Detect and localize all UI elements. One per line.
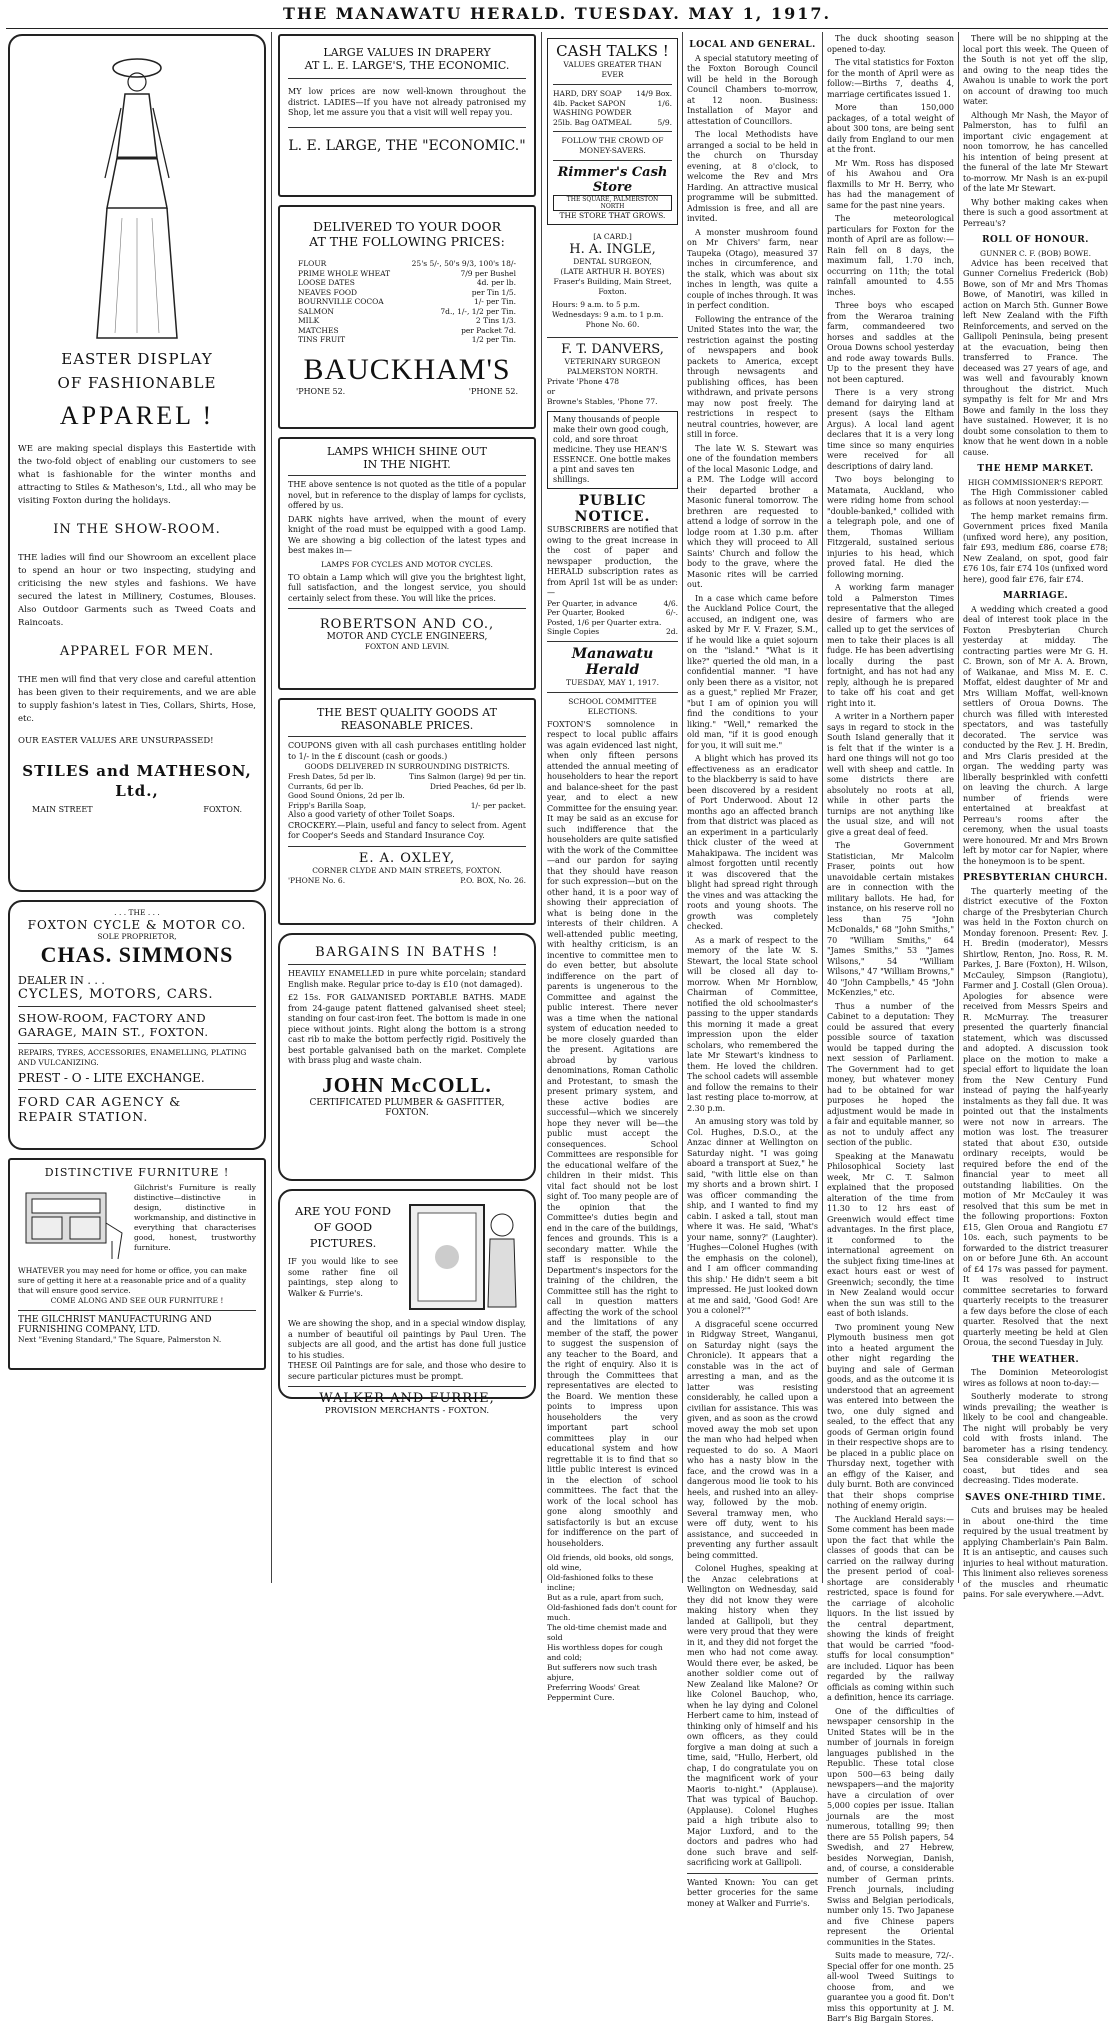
ingle-address: Fraser's Building, Main Street, bbox=[553, 277, 672, 286]
hc-report-heading: HIGH COMMISSIONER'S REPORT. bbox=[967, 477, 1104, 487]
pain-balm-text: Cuts and bruises may be healed in about one-third the time required by the usual treatment by applying Chamberlain's Pain Balm. It is an antiseptic, and causes such injuries to heal without maturation. This liniment also relieves soreness of the muscles and rheumatic pains. For sale everywhere.—Advt. bbox=[963, 1506, 1108, 1599]
bauck-price-row bbox=[298, 326, 516, 336]
lady-figure-image bbox=[77, 48, 197, 348]
rate-posted: Posted, 1/6 per Quarter extra. bbox=[547, 617, 662, 627]
news-paragraph: A writer in a Northern paper says in regard to stock in the South Island generally that it is felt that if the winter is a hard one things will not go too well with sheep and cattle. In some districts there are absolutely no roots at all, while in other parts the turnips are not anything like the usual size, and will not give a great deal of feed. bbox=[827, 712, 954, 837]
danvers-or: or bbox=[547, 387, 556, 396]
poem-line: But as a rule, apart from such, bbox=[547, 1593, 664, 1602]
robertson-address: FOXTON AND LEVIN. bbox=[364, 642, 450, 651]
bauck-price-row-value: 7/9 per Bushel bbox=[460, 268, 516, 278]
cycle-the: . . . THE . . . bbox=[114, 908, 160, 917]
danvers-card bbox=[547, 342, 678, 407]
oxley-price-list bbox=[288, 772, 526, 810]
bauckhams-ad bbox=[278, 205, 536, 429]
news-paragraph: Two boys belonging to Matamata, Auckland, who were riding home from school "double-banked," collided with a telegraph pole, and one of them, Thomas William Fitzgerald, sustained serious injuries to his head, which proved fatal. He died the following morning. bbox=[827, 475, 954, 579]
poem-line: But sufferers now such trash abjure, bbox=[547, 1663, 658, 1682]
shipping-news bbox=[963, 34, 1108, 229]
news-paragraph: A monster mushroom found on Mr Chivers' farm, near Taupeka (Otago), measured 37 inches in circumference, and the stalk, which was about six inches in length, was quite a couple of inches through. It was in perfect condition. bbox=[687, 227, 818, 310]
showroom-text: THE ladies will find our Showroom an excellent place to spend an hour or two inspecting, studying and criticising the new styles and fashions. We have secured the latest in Millinery, Costumes, Blouses. Also Outdoor Garments such as Tweed Coats and Raincoats. bbox=[18, 553, 256, 628]
news-paragraph: Suits made to measure, 72/-. Special offer for one month. 25 all-wool Tweed Suitings to choose from, and we guarantee you a good fit. Don't miss this opportunity at J. M. Barr's Big Bargain Stores. bbox=[827, 1951, 954, 2023]
oxley-price-row bbox=[288, 782, 526, 792]
walker-sub: PROVISION MERCHANTS - FOXTON. bbox=[324, 1406, 490, 1416]
column-1 bbox=[8, 34, 266, 1583]
furniture-text: WHATEVER you may need for home or office, you can make sure of getting it here at a reasonable price and of a quality that will ensure good service. bbox=[18, 1266, 247, 1295]
rate-quarter-advance-label: Per Quarter, in advance bbox=[547, 598, 638, 608]
column-divider bbox=[682, 32, 683, 1583]
cash-price-row-value: 14/9 Box. bbox=[636, 89, 672, 98]
poem-line: Old-fashioned folks to these incline; bbox=[547, 1573, 654, 1592]
danvers-title: VETERINARY SURGEON bbox=[564, 357, 661, 366]
presbyterian-heading: PRESBYTERIAN CHURCH. bbox=[963, 873, 1108, 883]
bauck-price-row-label: MILK bbox=[298, 316, 320, 325]
oxley-delivered: GOODS DELIVERED IN SURROUNDING DISTRICTS. bbox=[304, 762, 510, 771]
lamps-text-4: TO obtain a Lamp which will give you the brightest light, full satisfaction, and the longest service, you should certainly select from these. You will like the prices. bbox=[288, 572, 526, 603]
mccoll-address: FOXTON. bbox=[385, 1107, 429, 1118]
masthead-rule bbox=[6, 28, 1108, 29]
cycle-showroom-2: GARAGE, MAIN ST., FOXTON. bbox=[18, 1025, 209, 1039]
easter-apparel-heading: APPAREL ! bbox=[59, 401, 215, 430]
bauck-price-row bbox=[298, 278, 516, 288]
bauck-price-row-value: 1/- per Tin. bbox=[473, 297, 516, 306]
cash-price-list bbox=[553, 89, 672, 127]
danvers-town: PALMERSTON NORTH. bbox=[567, 367, 658, 376]
fashion-illustration bbox=[18, 42, 256, 347]
news-paragraph: A disgraceful scene occurred in Ridgway Street, Wanganui, on Saturday night (says the Chronicle). It appears that a constable was in the act of arresting a man, and as the latter was resisting considerably, he called upon a civilian for assistance. This was given, and as soon as the crowd moved away the mob set upon the man who had helped when requested to do so. A Maori who has a nasty blow in the face, and the crowd was in a dangerous mood lie took to his heels, and rushed into an alley-way, followed by the mob. Several tramway men, who were off duty, went to his assistance, and succeeded in preventing any further assault being committed. bbox=[687, 1319, 818, 1560]
bauck-price-row-value: 2 Tins 1/3. bbox=[475, 316, 516, 325]
masthead: THE MANAWATU HERALD. TUESDAY. MAY 1, 1917. bbox=[282, 4, 832, 23]
news-paragraph: More than 150,000 packages, of a total weight of about 300 tons, are being sent daily from England to our men at the front. bbox=[827, 103, 954, 154]
cycle-dealer-label: DEALER IN . . . bbox=[18, 974, 105, 987]
easter-line-2: OF FASHIONABLE bbox=[57, 374, 217, 392]
bauck-price-row bbox=[298, 335, 516, 345]
lamps-headline-2: IN THE NIGHT. bbox=[363, 458, 451, 471]
baths-galvanised: £2 15s. FOR GALVANISED PORTABLE BATHS. MADE from 24-gauge patent flattened galvanised sheet steel; standing on four cast-iron feet. The bottom is made in one piece without joints. Right along the bottom is a strong cast rib to make the bottom perfectly rigid. Positively the best portable galvanised bath on the market. Complete with brass plug and waste chain. bbox=[288, 993, 526, 1065]
news-paragraph: There is a very strong demand for dairying land at present (says the Eltham Argus). A local land agent declares that it is a very long time since so many enquiries were received for all descriptions of dairy land. bbox=[827, 388, 954, 471]
herald-nameplate: Manawatu Herald bbox=[571, 645, 654, 678]
oxley-firm: E. A. OXLEY, bbox=[358, 850, 456, 866]
weather-text: Southerly moderate to strong winds prevailing; the weather is likely to be cool and changeable. The night will probably be very cold with frosts inland. The barometer has a rising tendency. Sea considerable swell on the coast, but tides and sea decreasing. Tides moderate. bbox=[963, 1392, 1108, 1485]
poem-line: Preferring Woods' Great Peppermint Cure. bbox=[547, 1683, 640, 1702]
poem-line: The old-time chemist made and sold bbox=[547, 1623, 667, 1642]
cycle-ford-2: REPAIR STATION. bbox=[18, 1109, 149, 1124]
stiles-address-street: MAIN STREET bbox=[32, 804, 93, 814]
oxley-price-row-value: 1/- per packet. bbox=[470, 800, 526, 810]
bauck-headline-2: AT THE FOLLOWING PRICES: bbox=[309, 234, 505, 249]
presbyterian-text: The quarterly meeting of the district executive of the Foxton charge of the Presbyterian Church was held in the Foxton church on Monday forenoon. Present: Rev. J. H. Bredin (moderator), Messrs Shirtlow, Renton, Jno. Ross, R. M. Parkes, J. Bare (Foxton), H. Wilson, McCauley, Simpson (Rangiotu), Farmer and J. Costall (Glen Oroua). Apologies for absence were received from Messrs Speirs and R. McMurray. The treasurer presented the quarterly financial statement, which was discussed and adopted. A discussion took place on the motion to make a special effort to liquidate the loan from the New Century Fund instead of paying the half-yearly instalments as they fall due. It was pointed out that the instalments were not now in arrears. The motion was lost. The treasurer stated that about £30, outside ordinary receipts, would be required before the end of the financial year to meet all outstanding liabilities. On the motion of Mr McCauley it was resolved that this sum be met in the following proportions: Foxton £15, Glen Oroua and Rangiotu £7 10s. each, such payments to be forwarded to the district treasurer on or before June 6th. An account of £4 17s was passed for payment. It was resolved to instruct committee secretaries to forward quarterly receipts to the treasurer a few days before the close of each quarter. Resolved that the next quarterly meeting be held at Glen Oroua, the second Tuesday in July. bbox=[963, 886, 1108, 1347]
cash-price-row-label: 25lb. Bag OATMEAL bbox=[553, 117, 632, 127]
news-paragraph: A blight which has proved its effectiveness as an eradicator to the blackberry is said to have been discovered by a resident of Port Underwood. About 12 months ago an affected branch from that district was placed as an experiment in a particularly thick cluster of the weed at Mahakipawa. The incident was almost forgotten until recently it was discovered that the blight had spread right through the vines and was attacking the roots and young shoots. The growth was completely checked. bbox=[687, 754, 818, 931]
danvers-name: F. T. DANVERS, bbox=[561, 342, 664, 357]
bauck-price-row-label: NEAVES FOOD bbox=[298, 287, 358, 297]
painting-image bbox=[404, 1197, 524, 1317]
robertson-lamps-ad bbox=[278, 437, 536, 690]
public-notice-title: PUBLIC NOTICE. bbox=[574, 493, 651, 525]
cash-follow: FOLLOW THE CROWD OF MONEY-SAVERS. bbox=[561, 136, 664, 155]
large-text: MY low prices are now well-known throughout the district. LADIES—If you have not already patronised my Shop, let me assure you that a visit will well repay you. bbox=[288, 87, 526, 117]
news-paragraph: Three boys who escaped from the Weraroa training farm, commandeered two horses and saddles at the Oroua Downs school yesterday and rode away towards Bulls. Up to the present they have not been captured. bbox=[827, 301, 954, 384]
news-paragraph: An amusing story was told by Col. Hughes, D.S.O., at the Anzac dinner at Wellington on Saturday night. "I was going aboard a transport at Suez," he said, "with little else on than my shorts and a brown shirt. I was officer commanding the ship, and I wanted to find my cabin. I asked a tall, stout man where it was. He said, 'What's your name, sonny?' (Laughter). 'Hughes—Colonel Hughes (with the emphasis on the colonel), and I am officer commanding this ship.' He didn't seem a bit impressed. He just looked down at me and said, 'Good God! Are you a colonel?'" bbox=[687, 1117, 818, 1315]
poem-line: Old friends, old books, old songs, old wine, bbox=[547, 1553, 674, 1572]
bauck-price-row bbox=[298, 297, 516, 307]
cycle-dealer-items: CYCLES, MOTORS, CARS. bbox=[18, 987, 214, 1002]
heans-ad: Many thousands of people make their own good cough, cold, and sore throat medicine. They use HEAN'S ESSENCE. One bottle makes a pint and saves ten shillings. bbox=[547, 411, 678, 489]
news-items-body bbox=[827, 34, 954, 2025]
easter-values: OUR EASTER VALUES ARE UNSURPASSED! bbox=[18, 736, 214, 746]
oxley-phone: 'PHONE No. 6. bbox=[288, 875, 346, 885]
news-paragraph: In a case which came before the Auckland Police Court, the accused, an indigent one, was asked by Mr F. V. Frazer, S.M., if he would like a quiet sojourn on the "island." "What is it like?" queried the old man, in a confidential manner. "I have only been there as a visitor, not as a guest," replied Mr Frazer, "but I am of opinion you will find the conditions to your liking." "Well," remarked the old man, "if it is good enough for you, it will suit me." bbox=[687, 593, 818, 750]
stiles-matheson-firm: STILES and MATHESON, Ltd., bbox=[22, 761, 252, 800]
rate-single-label: Single Copies bbox=[547, 627, 600, 636]
gilchrist-address: Next "Evening Standard," The Square, Palmerston N. bbox=[18, 1335, 222, 1344]
mccoll-baths-ad bbox=[278, 933, 536, 1181]
oxley-headline-1: THE BEST QUALITY GOODS AT bbox=[317, 706, 497, 719]
oxley-price-row bbox=[288, 801, 526, 811]
news-paragraph: Although Mr Nash, the Mayor of Palmerston, has to fulfil an important civic engagement at noon tomorrow, he has cancelled his intention of being present at the funeral of the late Mr Stewart to-morrow. Mr Nash is an ex-pupil of the late Mr Stewart. bbox=[963, 110, 1108, 193]
news-paragraph: The vital statistics for Foxton for the month of April were as follow:—Births 7, deaths 4, marriage certificates issued 1. bbox=[827, 58, 954, 99]
danvers-stables: Browne's Stables, 'Phone 77. bbox=[547, 397, 658, 406]
cycle-company: FOXTON CYCLE & MOTOR CO. bbox=[27, 918, 247, 932]
cash-price-row-label: 4lb. Packet SAPON WASHING POWDER bbox=[553, 98, 632, 117]
oxley-soaps: Also a good variety of other Toilet Soaps. bbox=[288, 810, 455, 819]
gunner-bowe: GUNNER C. F. (BOB) BOWE. bbox=[980, 248, 1091, 258]
oxley-price-row bbox=[288, 791, 526, 801]
bauck-price-row-label: PRIME WHOLE WHEAT bbox=[298, 268, 391, 278]
bauck-headline-1: DELIVERED TO YOUR DOOR bbox=[313, 219, 501, 234]
oxley-price-row-label: Fripp's Barilla Soap, bbox=[288, 800, 367, 810]
oxley-price-row-value: Tins Salmon (large) 9d per tin. bbox=[408, 772, 526, 781]
bauck-price-row bbox=[298, 259, 516, 269]
woods-poem bbox=[547, 1553, 678, 1703]
oxley-headline-2: REASONABLE PRICES. bbox=[340, 719, 474, 732]
column-divider bbox=[271, 32, 272, 1583]
stiles-address-town: FOXTON. bbox=[203, 804, 242, 814]
news-paragraph: The duck shooting season opened to-day. bbox=[827, 34, 954, 54]
gilchrist-firm: THE GILCHRIST MANUFACTURING AND FURNISHING COMPANY, LTD. bbox=[18, 1315, 212, 1335]
bauck-price-row-label: LOOSE DATES bbox=[298, 278, 355, 287]
pictures-headline: ARE YOU FOND OF GOOD PICTURES. bbox=[294, 1204, 392, 1250]
rate-quarter-booked: 6/-. bbox=[665, 608, 678, 617]
saves-time-heading: SAVES ONE-THIRD TIME. bbox=[965, 1492, 1106, 1503]
oxley-address: CORNER CLYDE AND MAIN STREETS, FOXTON. bbox=[312, 865, 502, 875]
poem-line: His worthless dopes for cough and cold; bbox=[547, 1643, 663, 1662]
bauck-price-row-value: per Packet 7d. bbox=[461, 325, 516, 335]
hemp-prices: The hemp market remains firm. Government prices fixed Manila (unfixed word here), any position, fair £93, medium £86, coarse £78; New Zealand, on spot, good fair £76 10s, fair £74 10s (unfixed word here), good fair £76, fair £74. bbox=[963, 511, 1108, 584]
pictures-text-3: THESE Oil Paintings are for sale, and those who desire to secure particular pictures must be prompt. bbox=[288, 1361, 526, 1381]
rimmers-ad bbox=[547, 38, 678, 225]
news-paragraph: The meteorological particulars for Foxton for the month of April are as follow:—Rain fell on 8 days, the maximum fall, 1.70 inch, occurring on 11th; the total rainfall amounted to 4.55 inches. bbox=[827, 214, 954, 297]
rimmers-tagline: THE STORE THAT GROWS. bbox=[559, 211, 666, 220]
column-2 bbox=[278, 34, 536, 1583]
marriage-text: A wedding which created a good deal of interest took place in the Foxton Presbyterian Church yesterday at midday. The contracting parties were Mr G. H. C. Brown, son of Mr A. A. Brown, of Waikanae, and Miss M. E. C. Moffat, eldest daughter of Mr and Mrs William Moffat, well-known settlers of Oroua Downs. The church was filled with interested spectators, and was tastefully decorated. The service was conducted by the Rev. J. H. Bredin, and Mrs Claris presided at the organ. The wedding party was liberally besprinkled with confetti on leaving the church. A large number of friends were entertained at breakfast at Perreau's rooms after the ceremony, when the usual toasts were honoured. Mr and Mrs Brown left by motor car for Napier, where the honeymoon is to be spent. bbox=[963, 604, 1108, 866]
mccoll-firm: JOHN McCOLL. bbox=[322, 1072, 492, 1097]
mccoll-sub: CERTIFICATED PLUMBER & GASFITTER, bbox=[309, 1097, 505, 1108]
lamps-text-2: DARK nights have arrived, when the mount of every knight of the road must be equipped with a good Lamp. We are showing a big collection of the latest types and best makes in— bbox=[288, 514, 526, 555]
poem-line: Old-fashioned fads don't count for much. bbox=[547, 1603, 677, 1622]
stiles-matheson-ad bbox=[8, 34, 266, 892]
bauck-price-row bbox=[298, 288, 516, 298]
baths-enamel: HEAVILY ENAMELLED in pure white porcelain; standard English make. Regular price to-day is £10 (not damaged). bbox=[288, 969, 526, 989]
news-paragraph: The Auckland Herald says:—Some comment has been made upon the fact that while the classes of goods that can be carried on the railway during the present period of coal-shortage are considerably restricted, space is found for the carriage of alcoholic liquors. In the list issued by the central department, showing the kinds of freight that would be carried "food-stuffs for local consumption" are included. Liquor has been regarded by the railway officials as coming within such a definition, hence its carriage. bbox=[827, 1514, 954, 1702]
furniture-come-along: COME ALONG AND SEE OUR FURNITURE ! bbox=[50, 1296, 224, 1305]
bauck-price-row-label: SALMON bbox=[298, 306, 334, 316]
cycle-ford-1: FORD CAR AGENCY & bbox=[18, 1094, 182, 1109]
cycle-owner: CHAS. SIMMONS bbox=[40, 942, 234, 967]
cash-talks-sub: VALUES GREATER THAN EVER bbox=[563, 60, 662, 79]
apparel-men-heading: APPAREL FOR MEN. bbox=[59, 644, 215, 659]
column-divider bbox=[958, 32, 959, 1583]
foxton-cycle-ad bbox=[8, 900, 266, 1150]
news-paragraph: The Government Statistician, Mr Malcolm Fraser, points out how unavoidable certain mistakes are in connection with the military ballots. He had, for instance, on his reserve roll no less than 75 "John McDonalds," 68 "John Smiths," 70 "William Smiths," 64 "James Smiths," 53 "James Wilsons," 54 "William Wilsons," 47 "William Browns," 40 "John Campbells," 45 "John McKenzies," etc. bbox=[827, 841, 954, 997]
news-paragraph: Thus a number of the Cabinet to a deputation: They could be assured that every possible source of taxation would be tapped during the next session of Parliament. The Government had to get money, but whatever money had to be obtained for war purposes he hoped the adjustment would be made in a fair and equitable manner, so as not to unduly affect any section of the public. bbox=[827, 1001, 954, 1147]
large-firm: L. E. LARGE, THE "ECONOMIC." bbox=[288, 137, 526, 154]
easter-line-1: EASTER DISPLAY bbox=[61, 350, 213, 368]
oxley-price-row-label: Good Sound Onions, 2d per lb. bbox=[288, 791, 405, 800]
column-divider bbox=[541, 32, 542, 1583]
bauck-price-row-value: 1/2 per Tin. bbox=[471, 335, 516, 344]
ingle-title: DENTAL SURGEON, bbox=[573, 257, 652, 266]
column-5 bbox=[827, 34, 954, 2023]
news-paragraph: The late W. S. Stewart was one of the foundation members of the local Masonic Lodge, and a P.M. The Lodge will accord their departed brother a Masonic funeral tomorrow. The brethren are requested to attend a lodge of sorrow in the lodge room at 1.30 p.m. after which they will proceed to All Saints' Church and follow the body to the grave, where the Masonic rites will be carried out. bbox=[687, 443, 818, 589]
school-elections-text: FOXTON'S somnolence in respect to local public affairs was again evidenced last night, when only fifteen persons attended the annual meeting of householders to hear the report and balance-sheet for the past year, and to elect a new Committee for the ensuing year. It may be said as an excuse for such indifference that the householders are quite satisfied with the work of the Committee—and our pardon for saying that they should have reason for such expression—but on the other hand, it is a poor way of showing their appreciation of what is being done in the interests of their children. A well-attended public meeting, with healthy criticism, is an incentive to committee men to do even better, but absolute indifference on the part of parents is ungenerous to the Committee and against the public interest. There never was a time when the national system of education needed to be more closely guarded than the present. Agitations are abroad by various denominations, Roman Catholic and Protestant, to smash the present primary system, and these active bodies are successful—which we sincerely hope they never will be—the public must accept the consequences. School Committees are responsible for the educational welfare of the children in their midst. This vital fact should not be lost sight of. Too many people are of the opinion that the Committee's duties begin and end in the care of the buildings, fences and grounds. This is a secondary matter. While the staff is responsible to the Department's inspectors for the training of the children, the Committee still has the right to call in question matters affecting the work of the school and the limitations of any member of the staff, the power to suggest the suspension of any teacher to the Board, and the right of enquiry. Also it is through the Committees that representatives are elected to the Board. We mention these points to impress upon householders the very important part school committees play in our educational system and how regrettable it is to find that so little public interest is evinced in the election of school committees. The fact that the work of the local school has gone along smoothly and satisfactorily is but an excuse for indifference on the part of householders. bbox=[547, 719, 678, 1548]
gilchrist-furniture-ad bbox=[8, 1158, 266, 1370]
news-paragraph: A working farm manager told a Palmerston Times representative that the alleged desire of farmers who are called up to get the services of men to take their places is all fudge. He has been advertising locally during the past fortnight, and has not had any reply, although he is prepared to take off his coat and get right into it. bbox=[827, 583, 954, 708]
bauck-firm: BAUCKHAM'S bbox=[303, 352, 511, 386]
rate-quarter-advance: 4/6. bbox=[663, 598, 678, 608]
ingle-name: H. A. INGLE, bbox=[569, 242, 656, 257]
hemp-intro: The High Commissioner cabled as follows at noon yesterday:— bbox=[963, 487, 1108, 507]
bauck-price-list bbox=[288, 259, 526, 345]
oxley-price-row-value: Dried Peaches, 6d per lb. bbox=[429, 781, 526, 791]
news-paragraph: Colonel Hughes, speaking at the Anzac celebrations at Wellington on Wednesday, said they did not know they were making history when they landed at Gallipoli, but they were very proud that they were in it, and they did not forget the men who had not come away. Would there ever, be asked, be another soldier come out of New Zealand like Malone? Or like Colonel Bauchop, who, when he lay dying and Colonel Herbert came to him, instead of thinking only of himself and his own officers, as they could forgive a man doing at such a time, said, "Hullo, Herbert, old chap, I do congratulate you on the magnificent work of your Maoris to-night." (Applause). That was typical of Bauchop. (Applause). Colonel Hughes paid a high tribute also to Major Luxford, and to the doctors and padres who had done such brave and self-sacrificing work at Gallipoli. bbox=[687, 1564, 818, 1867]
ingle-late: (LATE ARTHUR H. BOYES) bbox=[560, 267, 665, 276]
news-paragraph: Speaking at the Manawatu Philosophical Society last week, Mr C. T. Salmon explained that the proposed alteration of the time from 11.30 to 12 hrs east of Greenwich would effect time advantages. In the first place, it conformed to the international agreement on the subject fixing time-lines at exact hours east or west of Greenwich; secondly, the time in New Zealand would occur when the sun was still to the east of both islands. bbox=[827, 1151, 954, 1318]
wanted-known: Wanted Known: You can get better groceries for the same money at Walker and Furrie's. bbox=[687, 1877, 818, 1908]
news-paragraph: A special statutory meeting of the Foxton Borough Council will be held in the Borough Council Chambers to-morrow, at 12 noon. Business: Installation of Mayor and attestation of Councillors. bbox=[687, 53, 818, 126]
oxley-price-row bbox=[288, 772, 526, 782]
furniture-desc: Gilchrist's Furniture is really distinctive—distinctive in design, distinctive in workmanship, and distinctive in everything that characterises good, honest, trustworthy furniture. bbox=[134, 1183, 256, 1252]
baths-headline: BARGAINS IN BATHS ! bbox=[315, 945, 499, 960]
weather-intro: The Dominion Meteorologist wires as follows at noon to-day:— bbox=[963, 1368, 1108, 1388]
robertson-firm: ROBERTSON AND CO., bbox=[319, 617, 495, 632]
oxley-price-row-label: Fresh Dates, 5d per lb. bbox=[288, 772, 376, 781]
news-paragraph: Following the entrance of the United States into the war, the restriction against the posting of newspapers and book packets to America, except through newsagents and publishing offices, has been withdrawn, and private persons may now post freely. The restrictions in respect to neutral countries, however, are still in force. bbox=[687, 314, 818, 439]
desk-image bbox=[18, 1183, 128, 1263]
ingle-card-label: [A CARD.] bbox=[593, 232, 632, 241]
news-paragraph: Why bother making cakes when there is such a good assortment at Perreau's? bbox=[963, 197, 1108, 228]
bauck-price-row bbox=[298, 316, 516, 326]
column-4 bbox=[687, 34, 818, 1908]
news-paragraph: As a mark of respect to the memory of the late W. S. Stewart, the local State school will be closed all day to-morrow. When Mr Hornblow, Chairman of Committee, notified the old schoolmaster's passing to the upper standards this morning it made a great impression upon the elder scholars, who remembered the late Mr Stewart's kindness to them. He loved the children. The school cadets will assemble and follow the remains to their last resting place to-morrow, at 2.30 p.m. bbox=[687, 935, 818, 1113]
roll-of-honour-text: Advice has been received that Gunner Cornelius Frederick (Bob) Bowe, son of Mr and Mrs Thomas Bowe, of Manotiri, was killed in action on March 5th. Gunner Bowe left New Zealand with the Fifth Reinforcements, and served on the Gallipoli Peninsula, being present at the evacuation, being then transferred to France. The deceased was 27 years of age, and was well and favourably known throughout the district. Much sympathy is felt for Mr and Mrs Bowe and family in the loss they have sustained. However, it is no doubt some consolation to them to know that he went down in a noble cause. bbox=[963, 258, 1108, 457]
cash-talks-title: CASH TALKS ! bbox=[556, 42, 669, 60]
large-headline-2: AT L. E. LARGE'S, THE ECONOMIC. bbox=[304, 59, 510, 72]
oxley-box: P.O. BOX, No. 26. bbox=[460, 875, 526, 885]
walker-firm: WALKER AND FURRIE, bbox=[319, 1391, 495, 1406]
lamps-headline-1: LAMPS WHICH SHINE OUT bbox=[327, 445, 487, 458]
ingle-card bbox=[547, 229, 678, 333]
cycle-proprietor-label: SOLE PROPRIETOR, bbox=[97, 932, 177, 941]
cash-price-row bbox=[553, 118, 672, 128]
bauck-price-row bbox=[298, 307, 516, 317]
cycle-showroom-1: SHOW-ROOM, FACTORY AND bbox=[18, 1011, 207, 1025]
large-drapery-ad bbox=[278, 34, 536, 197]
rimmers-logo: Rimmer's Cash Store bbox=[557, 165, 668, 195]
bauck-price-row-label: FLOUR bbox=[298, 259, 327, 268]
news-paragraph: Two prominent young New Plymouth business men got into a heated argument the other night regarding the buying and sale of German goods, and as the outcome it is understood that an agreement was entered into between the two, one duly signed and sealed, to the effect that any goods of German origin found in their respective shops are to be placed in a public place on Thursday next, together with an effigy of the Kaiser, and duly burnt. Both are convinced that their shops comprise nothing of enemy origin. bbox=[827, 1322, 954, 1510]
news-paragraph: The local Methodists have arranged a social to be held in the church on Thursday evening, at 8 o'clock, to welcome the Rev and Mrs Harding. An attractive musical programme will be submitted. Admission is free, and all are invited. bbox=[687, 130, 818, 223]
cycle-prestolite: PREST - O - LITE EXCHANGE. bbox=[18, 1071, 205, 1085]
herald-date: TUESDAY, MAY 1, 1917. bbox=[566, 677, 659, 687]
news-paragraph: There will be no shipping at the local port this week. The Queen of the South is not yet off the slip, and owing to the neap tides the Awahou is unable to work the port on account of drawing too much water. bbox=[963, 34, 1108, 106]
public-notice-text: SUBSCRIBERS are notified that owing to the great increase in the cost of paper and newspaper production, the HERALD subscription rates as from April 1st will be as under:— bbox=[547, 525, 678, 597]
easter-intro: WE are making special displays this Eastertide with the two-fold object of enabling our customers to see what is fashionable for the winter months and attracting to Stiles & Matheson's, Ltd., all who may be visiting Foxton during the holidays. bbox=[18, 444, 256, 506]
bauck-price-row-label: TINS FRUIT bbox=[298, 335, 346, 344]
marriage-heading: MARRIAGE. bbox=[1002, 591, 1069, 601]
pictures-text-1: IF you would like to see some rather fine oil paintings, step along to Walker & Furrie's. bbox=[288, 1257, 398, 1298]
cash-price-row-value: 5/9. bbox=[657, 117, 672, 127]
rimmers-logo-address: THE SQUARE, PALMERSTON NORTH bbox=[553, 195, 672, 211]
robertson-sub: MOTOR AND CYCLE ENGINEERS, bbox=[326, 632, 488, 642]
large-headline-1: LARGE VALUES IN DRAPERY bbox=[323, 46, 491, 59]
lamps-text-1: THE above sentence is not quoted as the title of a popular novel, but in reference to the display of lamps for cyclists, offered by us. bbox=[288, 480, 526, 510]
column-3 bbox=[547, 34, 678, 1702]
furniture-title: DISTINCTIVE FURNITURE ! bbox=[44, 1166, 230, 1179]
bauck-phone-left: 'PHONE 52. bbox=[296, 386, 346, 396]
news-paragraph: Mr Wm. Ross has disposed of his Awahou and Ora flaxmills to Mr H. Berry, who has had the management of same for the past nine years. bbox=[827, 158, 954, 210]
bauck-phone-right: 'PHONE 52. bbox=[468, 386, 518, 396]
local-general-heading: LOCAL AND GENERAL. bbox=[689, 40, 816, 50]
news-paragraph: One of the difficulties of newspaper censorship in the United States will be in the number of journals in foreign languages published in the Republic. These total close upon 500—63 being daily newspapers—and the majority have a circulation of over 5,000 copies per issue. Italian journals are the most numerous, totalling 99; then there are 55 Polish papers, 54 Swedish, and 27 Hebrew, besides Norwegian, Danish, and, of course, a considerable number of German prints. French journals, including Swiss and Belgian periodicals, number only 15. Two Japanese and five Chinese papers represent the Oriental communities in the States. bbox=[827, 1706, 954, 1947]
ingle-hours: Hours: 9 a.m. to 5 p.m. Wednesdays: 9 a.m. to 1 p.m. bbox=[552, 300, 664, 319]
weather-heading: THE WEATHER. bbox=[991, 1354, 1080, 1365]
rate-quarter-booked-label: Per Quarter, Booked bbox=[547, 608, 625, 617]
roll-of-honour-heading: ROLL OF HONOUR. bbox=[982, 235, 1089, 245]
school-elections-heading: SCHOOL COMMITTEE ELECTIONS. bbox=[568, 696, 657, 716]
lamps-text-3: LAMPS FOR CYCLES AND MOTOR CYCLES. bbox=[321, 559, 493, 569]
bauck-price-row-label: BOURNVILLE COCOA bbox=[298, 297, 384, 306]
column-divider bbox=[822, 32, 823, 1583]
cash-price-row-value: 1/6. bbox=[657, 98, 672, 108]
ingle-town: Foxton. bbox=[598, 287, 627, 296]
pictures-text-2: We are showing the shop, and in a special window display, a number of beautiful oil paintings by Paul Uren. The subjects are all good, and the artist has done full justice to his studies. bbox=[288, 1319, 526, 1360]
rate-single: 2d. bbox=[666, 627, 678, 636]
bauck-price-row-value: per Tin 1/5. bbox=[471, 287, 516, 297]
cash-price-row-label: HARD, DRY SOAP bbox=[553, 89, 622, 98]
bauck-price-row-label: MATCHES bbox=[298, 325, 339, 335]
oxley-crockery: CROCKERY.—Plain, useful and fancy to select from. Agent for Cooper's Seeds and Standard Insurance Coy. bbox=[288, 820, 526, 840]
apparel-men-text: THE men will find that very close and careful attention has been given to their requirements, and we are able to supply fashion's latest in Ties, Collars, Shirts, Hose, etc. bbox=[18, 675, 256, 724]
oxley-coupons: COUPONS given with all cash purchases entitling holder to 1/- in the £ discount (cash or goods.) bbox=[288, 741, 526, 761]
cash-price-row bbox=[553, 99, 672, 118]
hemp-market-heading: THE HEMP MARKET. bbox=[977, 464, 1094, 474]
column-6 bbox=[963, 34, 1108, 1599]
ingle-phone: Phone No. 60. bbox=[585, 320, 640, 329]
cash-price-row bbox=[553, 89, 672, 99]
showroom-heading: IN THE SHOW-ROOM. bbox=[53, 522, 221, 537]
local-general-body bbox=[687, 54, 818, 1869]
bauck-price-row-value: 4d. per lb. bbox=[476, 278, 516, 287]
oxley-ad bbox=[278, 698, 536, 925]
bauck-price-row bbox=[298, 269, 516, 279]
bauck-price-row-value: 7d., 1/-, 1/2 per Tin. bbox=[440, 306, 516, 316]
danvers-phone: Private 'Phone 478 bbox=[547, 377, 619, 386]
oxley-price-row-label: Currants, 6d per lb. bbox=[288, 781, 364, 791]
cycle-repairs: REPAIRS, TYRES, ACCESSORIES, ENAMELLING, PLATING AND VULCANIZING. bbox=[18, 1048, 247, 1067]
walker-furrie-ad bbox=[278, 1189, 536, 1416]
bauck-price-row-value: 25's 5/-, 50's 9/3, 100's 18/- bbox=[411, 259, 516, 268]
